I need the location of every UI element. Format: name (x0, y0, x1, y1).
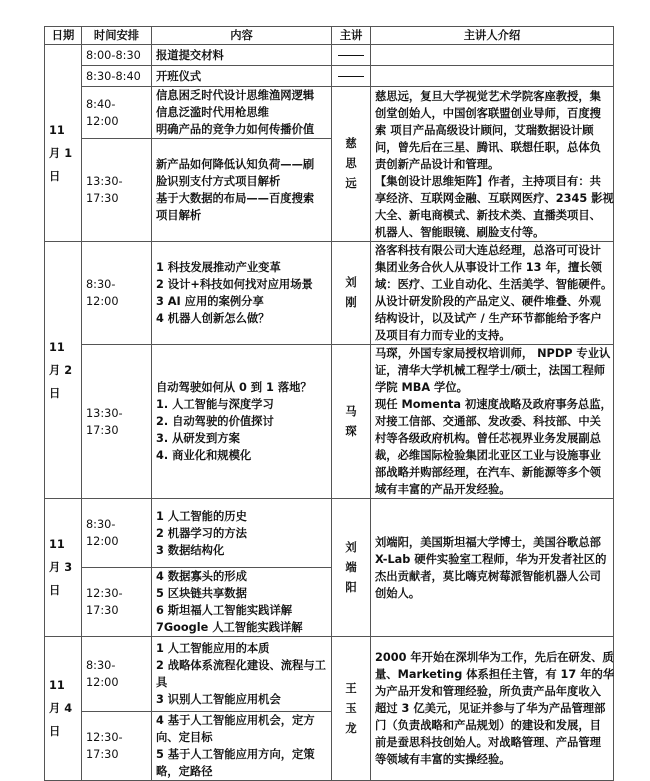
content-line: 1. 人工智能与深度学习 (156, 398, 274, 411)
speaker-char: 慈 (345, 137, 357, 150)
intro-cell-empty (371, 45, 614, 66)
date-cell (45, 45, 82, 242)
time-cell (82, 139, 152, 242)
speaker-char: 阳 (345, 580, 357, 594)
intro-line: 结构设计，以及试产 / 生产环节都能给予客户 (375, 312, 602, 325)
intro-line: 洛客科技有限公司大连总经理，总洛可可设计 (375, 244, 601, 257)
content-line: 信息泛滥时代用枪思维 (156, 106, 269, 119)
intro-line: 集团业务合伙人从事设计工作 13 年，擅长领 (375, 261, 602, 274)
header-row (45, 27, 614, 45)
speaker-char: 马 (345, 404, 357, 418)
date-line: 11 (49, 679, 65, 692)
intro-line: 创堂创始人，中国创客联盟创业导师，百度搜 (375, 106, 601, 120)
content-cell (152, 66, 332, 87)
intro-line: 责创新产品设计和管理。 (375, 157, 500, 171)
time-cell (82, 568, 152, 637)
content-line: 3 数据结构化 (156, 543, 225, 557)
intro-line: X-Lab 硬件实验室工程师，华为开发者社区的 (375, 552, 607, 566)
speaker-dash (332, 45, 371, 66)
intro-line: 【集创设计思维矩阵】作者，主持项目有：共 (375, 174, 601, 188)
content-line: 4 数据寡头的形成 (156, 570, 247, 583)
content-cell (152, 45, 332, 66)
intro-line: 域：医疗、工业自动化、生活美学、智能硬件。 (375, 278, 613, 291)
intro-line: 创始人。 (375, 586, 421, 600)
content-line: 报道提交材料 (156, 48, 224, 62)
intro-cell (371, 242, 614, 345)
speaker-char: 端 (345, 560, 357, 574)
time-cell: 8:30-12:00 (82, 242, 152, 345)
speaker-cell (332, 499, 371, 637)
speaker-cell (332, 242, 371, 345)
content-line: 2 设计+科技如何找对应用场景 (156, 278, 313, 291)
content-line: 5 区块链共享数据 (156, 587, 247, 600)
content-line: 4 机器人创新怎么做？ (156, 312, 270, 325)
content-line: 3 AI 应用的案例分享 (156, 295, 264, 308)
date-line: 月 4 (49, 702, 73, 715)
intro-line: 门（负责战略和产品规划）的建设和发展，目 (375, 719, 601, 732)
content-line: 基于大数据的布局——百度搜索 (156, 192, 315, 205)
content-line: 1 人工智能应用的本质 (156, 642, 270, 655)
time-cell: 8:30-12:00 (82, 499, 152, 568)
speaker-char: 思 (345, 157, 357, 170)
intro-line: 慈思远，复旦大学视觉艺术学院客座教授，集 (375, 89, 601, 103)
intro-line: 享经济、互联网金融、互联网医疗、2345 影视 (375, 191, 614, 205)
speaker-char: 刘 (345, 276, 357, 289)
content-line: 项目解析 (156, 209, 202, 222)
intro-line: 超过 3 亿美元，见证并参与了华为产品管理部 (375, 702, 606, 715)
time-line: 13:30- (86, 175, 123, 188)
table-row (45, 345, 614, 499)
header-speaker: 主讲 (332, 27, 371, 45)
intro-line: 及项目有力而专业的支持。 (375, 329, 511, 342)
time-cell: 8:30-12:00 (82, 637, 152, 712)
table-row (45, 637, 614, 712)
content-line: 5 基于人工智能应用方向，定策 (156, 748, 315, 761)
table-row (45, 499, 614, 568)
content-line: 3 识别人工智能应用机会 (156, 693, 281, 706)
speaker-cell (332, 87, 371, 242)
content-line: 7Google 人工智能实践详解 (156, 621, 303, 634)
speaker-char: 远 (345, 177, 357, 190)
time-line: 17:30 (86, 423, 119, 437)
content-line: 2 机器学习的方法 (156, 526, 247, 540)
speaker-cell (332, 345, 371, 499)
content-line: 具 (156, 676, 168, 689)
intro-line: 马琛，外国专家局授权培训师， NPDP 专业认 (375, 347, 611, 360)
time-cell: 8:40-12:00 (82, 87, 152, 139)
intro-line: 对接工信部、交通部、发改委、科技部、中关 (375, 415, 601, 428)
content-line: 1 科技发展推动产业变革 (156, 261, 281, 274)
table-row (45, 242, 614, 345)
table-row (45, 87, 614, 139)
content-line: 2. 自动驾驶的价值探讨 (156, 415, 274, 428)
speaker-char: 刘 (345, 540, 357, 554)
intro-cell (371, 345, 614, 499)
intro-line: 从设计研发阶段的产品定义、硬件堆叠、外观 (375, 295, 601, 308)
table-row (45, 66, 614, 87)
content-cell (152, 345, 332, 499)
time-cell: 8:00-8:30 (82, 45, 152, 66)
date-cell (45, 637, 82, 781)
content-line: 6 斯坦福人工智能实践详解 (156, 604, 293, 617)
intro-line: 刘端阳，美国斯坦福大学博士，美国谷歌总部 (375, 535, 601, 549)
content-cell (152, 637, 332, 712)
date-line: 月 2 (49, 363, 73, 377)
date-line: 日 (49, 725, 61, 738)
speaker-char: 龙 (345, 721, 357, 735)
date-line: 月 3 (49, 561, 73, 574)
time-line: 17:30 (86, 604, 119, 617)
time-line: 17:30 (86, 192, 119, 205)
content-line: 略，定路径 (156, 765, 213, 778)
speaker-char: 琛 (345, 424, 357, 438)
speaker-char: 王 (345, 681, 357, 695)
time-cell (82, 712, 152, 781)
speaker-char: 刚 (345, 296, 357, 309)
date-cell (45, 499, 82, 637)
content-line: 明确产品的竞争力如何传播价值 (156, 123, 315, 136)
date-line: 日 (49, 386, 61, 400)
intro-line: 等领域有丰富的实操经验。 (375, 753, 511, 766)
content-cell (152, 499, 332, 568)
date-line: 日 (49, 170, 61, 183)
time-line: 12:30- (86, 731, 123, 744)
intro-line: 索 项目产品高级设计顾问，艾瑞数据设计顾 (375, 123, 594, 137)
table-row (45, 45, 614, 66)
intro-line: 为产品开发和管理经验，所负责产品年度收入 (375, 685, 601, 698)
time-cell (82, 345, 152, 499)
time-line: 12:30- (86, 587, 123, 600)
dash-mark (338, 76, 364, 77)
time-line: 13:30- (86, 406, 123, 420)
header-time: 时间安排 (82, 27, 152, 45)
header-intro: 主讲人介绍 (371, 27, 614, 45)
date-line: 日 (49, 584, 61, 597)
content-cell (152, 87, 332, 139)
content-line: 开班仪式 (156, 69, 202, 83)
intro-cell-empty (371, 66, 614, 87)
speaker-char: 玉 (345, 701, 357, 715)
intro-cell (371, 499, 614, 637)
content-cell (152, 242, 332, 345)
content-cell (152, 139, 332, 242)
intro-line: 机器人、智能眼镜、刷脸支付等。 (375, 225, 545, 239)
intro-line: 村等各级政府机构。曾任芯视界业务发展副总 (375, 432, 601, 445)
intro-line: 学院 MBA 学位。 (375, 381, 468, 394)
intro-line: 问，曾先后在三星、腾讯、联想任职，总体负 (375, 140, 601, 154)
dash-mark (338, 55, 364, 56)
time-cell: 8:30-8:40 (82, 66, 152, 87)
content-line: 2 战略体系流程化建设、流程与工 (156, 659, 326, 672)
content-cell (152, 568, 332, 637)
content-line: 1 人工智能的历史 (156, 509, 247, 523)
date-cell (45, 242, 82, 499)
header-content: 内容 (152, 27, 332, 45)
intro-line: 现任 Momenta 初速度战略及政府事务总监， (375, 398, 612, 411)
intro-line: 证，清华大学机械工程学士/硕士，法国工程师 (375, 364, 606, 377)
schedule-table (44, 26, 614, 781)
date-line: 月 1 (49, 147, 73, 160)
content-line: 向、定目标 (156, 731, 213, 744)
content-cell (152, 712, 332, 781)
content-line: 脸识别支付方式项目解析 (156, 175, 281, 188)
intro-line: 量、Marketing 体系担任主管，有 17 年的华 (375, 668, 615, 681)
intro-cell (371, 87, 614, 242)
header-date: 日期 (45, 27, 82, 45)
date-line: 11 (49, 340, 65, 354)
intro-line: 裁，必维国际检验集团北亚区工业与设施事业 (375, 449, 601, 462)
date-line: 11 (49, 124, 65, 137)
content-line: 新产品如何降低认知负荷——刷 (156, 158, 315, 171)
intro-line: 前是蚕思科技创始人。对战略管理、产品管理 (375, 736, 601, 749)
content-line: 信息困乏时代设计思维渔网逻辑 (156, 89, 315, 102)
content-line: 4 基于人工智能应用机会，定方 (156, 714, 315, 727)
content-line: 自动驾驶如何从 0 到 1 落地？ (156, 381, 312, 394)
intro-line: 域有丰富的产品开发经验。 (375, 483, 511, 496)
intro-line: 杰出贡献者，莫比嗨克树莓派智能机器人公司 (375, 569, 601, 583)
speaker-dash (332, 66, 371, 87)
speaker-cell (332, 637, 371, 781)
content-line: 3. 从研发到方案 (156, 432, 240, 445)
intro-line: 大全、新电商模式、新技术类、直播类项目、 (375, 208, 601, 222)
intro-cell (371, 637, 614, 781)
time-line: 17:30 (86, 748, 119, 761)
content-line: 4. 商业化和规模化 (156, 449, 252, 462)
date-line: 11 (49, 538, 65, 551)
intro-line: 2000 年开始在深圳华为工作，先后在研发、质 (375, 651, 614, 664)
intro-line: 部战略并购部经理，在汽车、新能源等多个领 (375, 466, 601, 479)
